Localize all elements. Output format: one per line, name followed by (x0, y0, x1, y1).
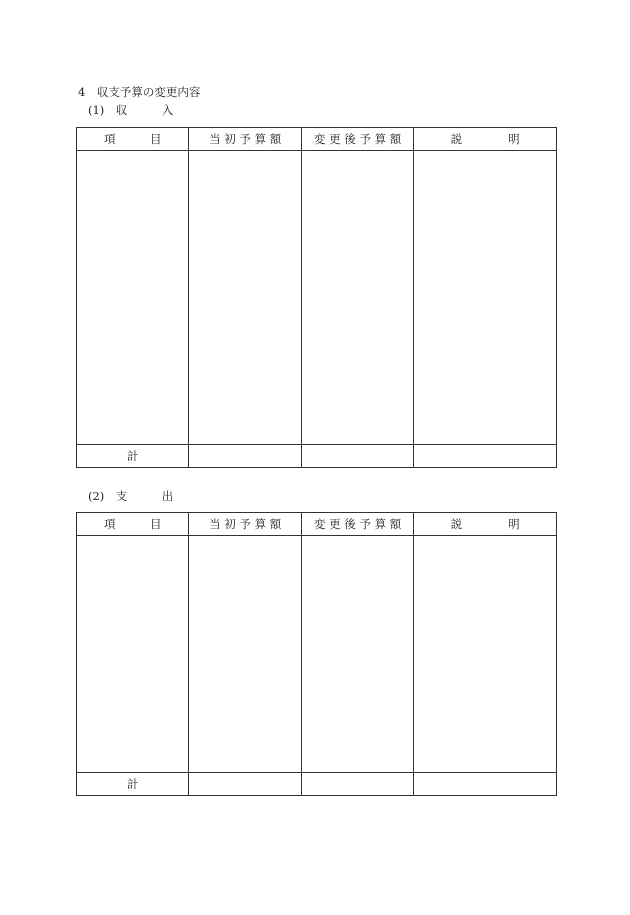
expense-table (76, 512, 557, 796)
column-header-revised-budget: 変 更 後 予 算 額 (301, 513, 413, 536)
total-label: 計 (77, 445, 189, 468)
section-heading: 4 収支予算の変更内容 (78, 85, 201, 99)
table-header-row (77, 513, 557, 536)
revised-budget-total-cell[interactable] (301, 773, 413, 796)
item-cell[interactable] (77, 536, 189, 773)
column-header-item: 項 目 (77, 128, 189, 151)
initial-budget-total-cell[interactable] (189, 445, 301, 468)
total-row (77, 445, 557, 468)
revised-budget-cell[interactable] (301, 536, 413, 773)
explanation-total-cell[interactable] (414, 773, 557, 796)
column-header-item: 項 目 (77, 513, 189, 536)
column-header-revised-budget: 変 更 後 予 算 額 (301, 128, 413, 151)
table-header-row (77, 128, 557, 151)
revised-budget-cell[interactable] (301, 151, 413, 445)
explanation-cell[interactable] (414, 151, 557, 445)
column-header-explanation: 説 明 (414, 128, 557, 151)
explanation-cell[interactable] (414, 536, 557, 773)
column-header-initial-budget: 当 初 予 算 額 (189, 513, 301, 536)
revised-budget-total-cell[interactable] (301, 445, 413, 468)
column-header-initial-budget: 当 初 予 算 額 (189, 128, 301, 151)
income-heading: (1) 収 入 (88, 103, 174, 117)
item-cell[interactable] (77, 151, 189, 445)
expense-heading: (2) 支 出 (88, 489, 174, 503)
income-table (76, 127, 557, 468)
table-row (77, 536, 557, 773)
explanation-total-cell[interactable] (414, 445, 557, 468)
initial-budget-cell[interactable] (189, 151, 301, 445)
total-label: 計 (77, 773, 189, 796)
column-header-explanation: 説 明 (414, 513, 557, 536)
initial-budget-total-cell[interactable] (189, 773, 301, 796)
initial-budget-cell[interactable] (189, 536, 301, 773)
total-row (77, 773, 557, 796)
table-row (77, 151, 557, 445)
